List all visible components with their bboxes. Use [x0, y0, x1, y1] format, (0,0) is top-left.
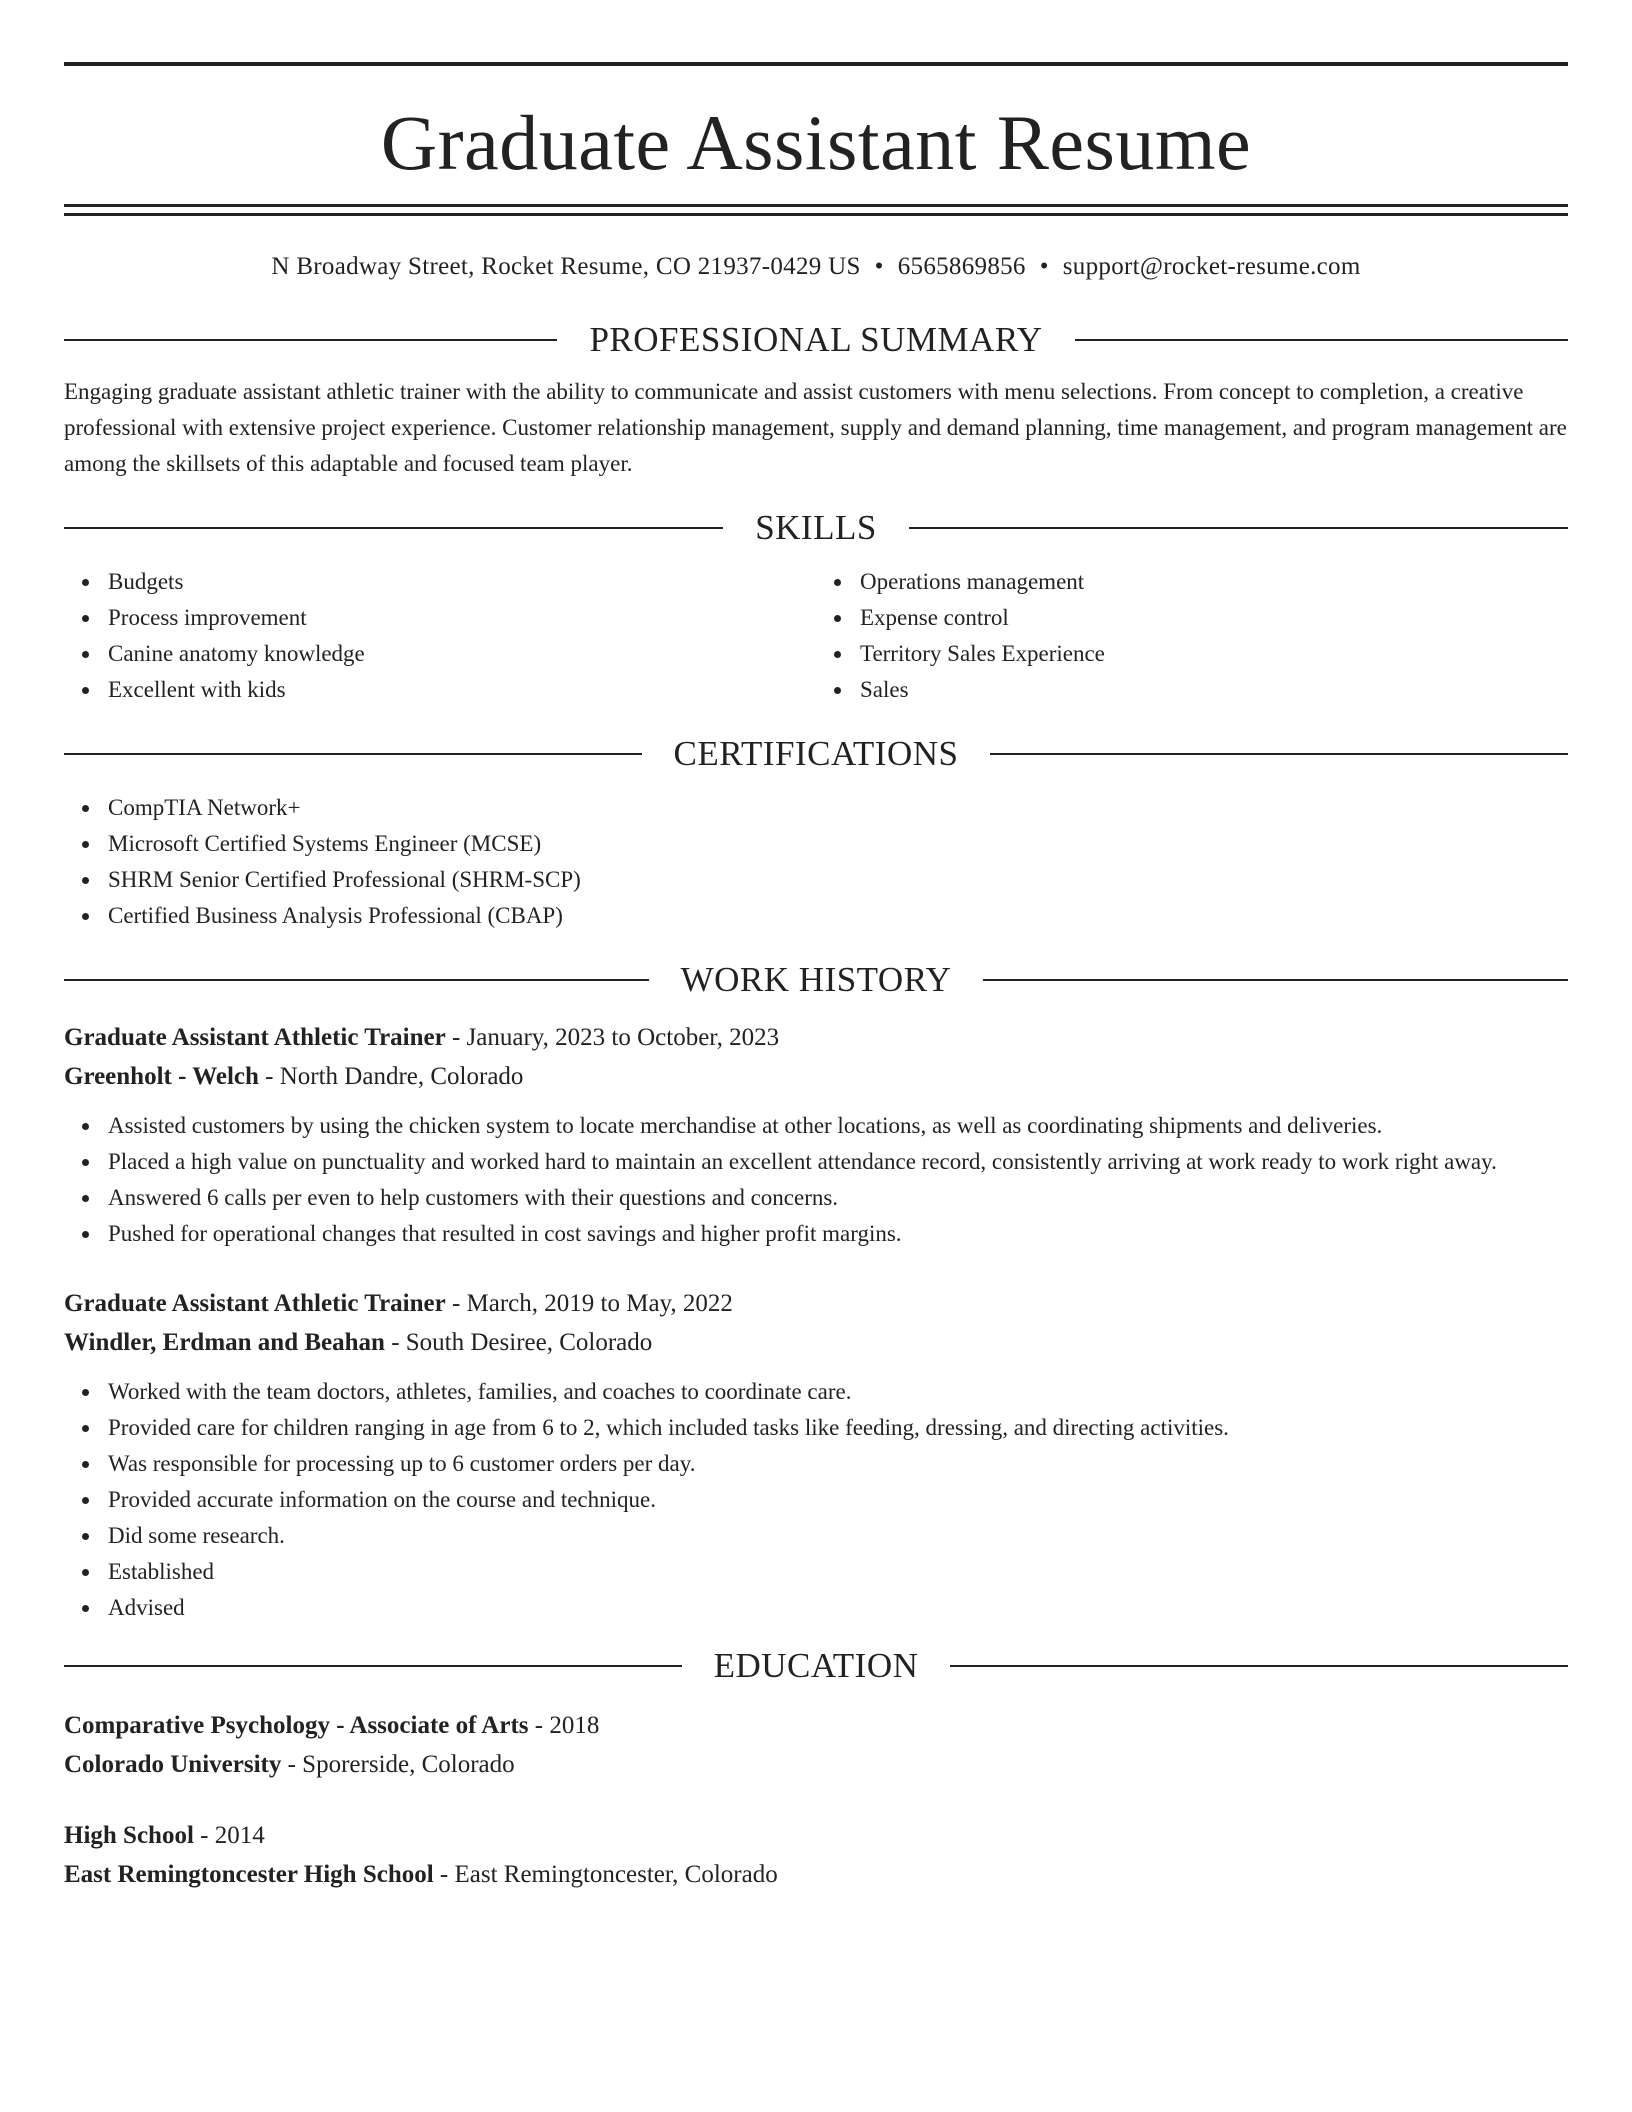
skills-heading-label: SKILLS: [755, 508, 877, 547]
top-rule: [64, 62, 1568, 66]
skill-item: Excellent with kids: [108, 672, 816, 708]
certifications-heading: [64, 734, 1568, 774]
job-title: Graduate Assistant Athletic Trainer: [64, 1024, 446, 1051]
job-company: Greenholt - Welch: [64, 1063, 259, 1090]
job-dates: - January, 2023 to October, 2023: [445, 1024, 780, 1051]
title-double-rule: [64, 204, 1568, 216]
education-school: Colorado University: [64, 1751, 282, 1778]
education-entry: [64, 1706, 1568, 1784]
skill-item: Expense control: [860, 600, 1568, 636]
job-bullet: Advised: [108, 1590, 1568, 1626]
skills-columns: [64, 564, 1568, 708]
education-location: - East Remingtoncester, Colorado: [433, 1861, 778, 1888]
skill-item: Territory Sales Experience: [860, 636, 1568, 672]
job-bullets: [64, 1108, 1568, 1252]
heading-rule-right: [950, 1665, 1568, 1667]
skill-item: Operations management: [860, 564, 1568, 600]
job-entry: [64, 1284, 1568, 1626]
heading-rule-left: [64, 527, 723, 529]
education-school-line: [64, 1855, 1568, 1894]
certifications-list: [64, 790, 1568, 934]
job-bullet: Pushed for operational changes that resulted in cost savings and higher profit margins.: [108, 1216, 1568, 1252]
education-school-line: [64, 1745, 1568, 1784]
job-company-line: [64, 1323, 1568, 1362]
summary-heading: [64, 320, 1568, 360]
separator-dot: •: [1039, 253, 1049, 280]
education-entry: [64, 1816, 1568, 1894]
education-year: - 2018: [528, 1712, 600, 1739]
job-entry: [64, 1018, 1568, 1252]
education-degree: Comparative Psychology - Associate of Arts: [64, 1712, 529, 1739]
work-history-heading-label: WORK HISTORY: [680, 960, 952, 999]
job-company: Windler, Erdman and Beahan: [64, 1329, 385, 1356]
skill-item: Process improvement: [108, 600, 816, 636]
education-degree-line: [64, 1816, 1568, 1855]
job-bullet: Assisted customers by using the chicken system to locate merchandise at other locations, as well as coordinating shipments and deliveries.: [108, 1108, 1568, 1144]
job-bullet: Was responsible for processing up to 6 customer orders per day.: [108, 1446, 1568, 1482]
resume-title: Graduate Assistant Resume: [380, 99, 1252, 186]
education-location: - Sporerside, Colorado: [281, 1751, 515, 1778]
job-bullet: Provided accurate information on the course and technique.: [108, 1482, 1568, 1518]
certification-item: CompTIA Network+: [108, 790, 1568, 826]
heading-rule-right: [990, 753, 1568, 755]
job-bullet: Provided care for children ranging in age from 6 to 2, which included tasks like feeding, dressing, and directing activities.: [108, 1410, 1568, 1446]
summary-text: Engaging graduate assistant athletic trainer with the ability to communicate and assist customers with menu selections. From concept to completion, a creative professional with extensive project experience. Customer relationship management, supply and demand planning, time management, and program management are among the skillsets of this adaptable and focused team player.: [64, 379, 1567, 476]
heading-rule-left: [64, 979, 649, 981]
job-location: - South Desiree, Colorado: [384, 1329, 653, 1356]
skills-list-left: [64, 564, 816, 708]
heading-rule-left: [64, 339, 557, 341]
education-heading: [64, 1646, 1568, 1686]
skill-item: Sales: [860, 672, 1568, 708]
job-bullet: Did some research.: [108, 1518, 1568, 1554]
certifications-heading-label: CERTIFICATIONS: [673, 734, 959, 773]
skill-item: Canine anatomy knowledge: [108, 636, 816, 672]
job-title-line: [64, 1018, 1568, 1057]
education-heading-label: EDUCATION: [713, 1646, 919, 1685]
education-degree-line: [64, 1706, 1568, 1745]
heading-rule-left: [64, 753, 642, 755]
heading-rule-left: [64, 1665, 682, 1667]
contact-line: [64, 252, 1568, 282]
education-degree: High School: [64, 1822, 194, 1849]
heading-rule-right: [983, 979, 1568, 981]
job-location: - North Dandre, Colorado: [258, 1063, 524, 1090]
certification-item: SHRM Senior Certified Professional (SHRM-SCP): [108, 862, 1568, 898]
education-year: - 2014: [193, 1822, 265, 1849]
job-bullet: Placed a high value on punctuality and worked hard to maintain an excellent attendance record, consistently arriving at work ready to work right away.: [108, 1144, 1568, 1180]
separator-dot: •: [874, 253, 884, 280]
job-title-line: [64, 1284, 1568, 1323]
job-bullets: [64, 1374, 1568, 1626]
job-dates: - March, 2019 to May, 2022: [445, 1290, 733, 1317]
summary-heading-label: PROFESSIONAL SUMMARY: [589, 320, 1043, 359]
skills-heading: [64, 508, 1568, 548]
heading-rule-right: [1075, 339, 1568, 341]
certification-item: Certified Business Analysis Professional (CBAP): [108, 898, 1568, 934]
job-bullet: Answered 6 calls per even to help customers with their questions and concerns.: [108, 1180, 1568, 1216]
job-company-line: [64, 1057, 1568, 1096]
address: N Broadway Street, Rocket Resume, CO 21937-0429 US: [271, 253, 861, 280]
email: support@rocket-resume.com: [1062, 253, 1361, 280]
skills-list-right: [816, 564, 1568, 708]
job-title: Graduate Assistant Athletic Trainer: [64, 1290, 446, 1317]
resume-page: [64, 62, 1568, 1894]
work-history-heading: [64, 960, 1568, 1000]
job-bullet: Worked with the team doctors, athletes, families, and coaches to coordinate care.: [108, 1374, 1568, 1410]
phone: 6565869856: [897, 253, 1026, 280]
skill-item: Budgets: [108, 564, 816, 600]
heading-rule-right: [909, 527, 1568, 529]
education-school: East Remingtoncester High School: [64, 1861, 434, 1888]
job-bullet: Established: [108, 1554, 1568, 1590]
certification-item: Microsoft Certified Systems Engineer (MCSE): [108, 826, 1568, 862]
